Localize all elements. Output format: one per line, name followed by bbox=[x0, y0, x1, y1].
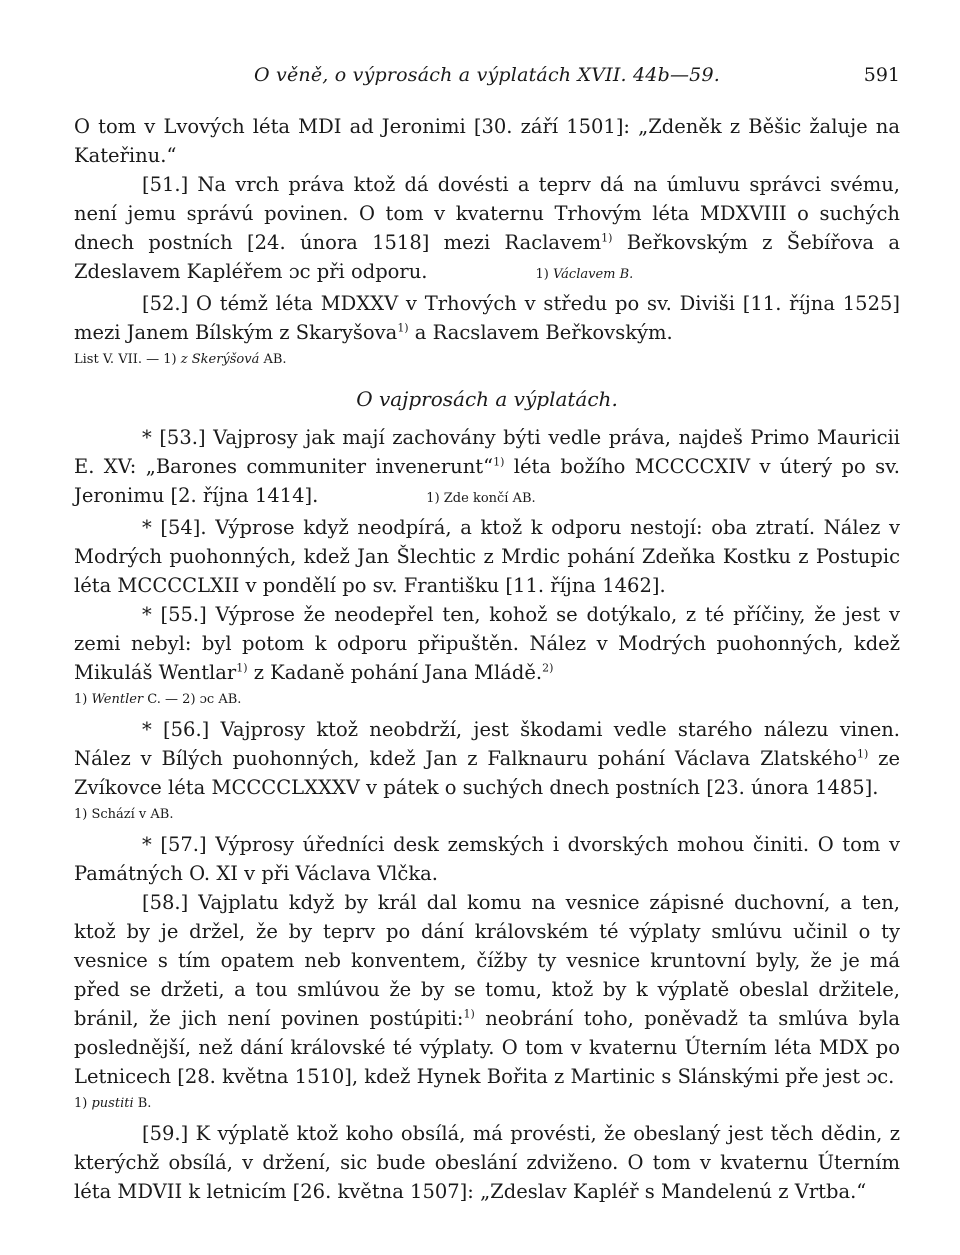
footnote-mark: 1) bbox=[857, 747, 869, 761]
footnote-mark: 1) bbox=[601, 231, 613, 245]
footnote-58: 1) pustiti B. bbox=[74, 1096, 152, 1111]
paragraph-57: * [57.] Výprosy úředníci desk zemských i dvorských mohou činiti. O tom v Památných O. XI v při Václava Vlčka. bbox=[74, 833, 900, 885]
footnote-52: List V. VII. — 1) z Skerýšová AB. bbox=[74, 352, 287, 367]
paragraph-59: [59.] K výplatě ktož koho obsílá, má provésti, že obeslaný jest těch dědin, z kterýchž obsílá, v držení, sic bude obeslání zdviženo. O tom v kvaternu Úterním léta MDVII k letnicím [26. května 1507]: „Zdeslav Kapléř s Mandelenú z Vrtba.“ bbox=[74, 1122, 900, 1203]
paragraph-55: * [55.] Výprose že neodepřel ten, kohož se dotýkalo, z té příčiny, že jest v zemi nebyl: byl potom k odporu připuštěn. Nález v Modrých puohonných, kdež Mikuláš Wentlar$^{1)}$ z Kadaně pohání Jana Mládě.$^{2)}$ bbox=[74, 603, 900, 684]
footnote-53: 1) Zde končí AB. bbox=[426, 491, 536, 506]
paragraph-58: [58.] Vajplatu když by král dal komu na vesnice zápisné duchovní, a ten, ktož by je držel, že by teprv po dání královském té výplaty smlúvu učinil o ty vesnice s tím opatem neb konventem, čížby ty vesnice kruntovní byly, že je má před se držeti, a tou smlúvou že by se tomu, ktož by k výplatě obeslal držitele, bránil, že jich není povinen postúpiti:$^{1)}$ neobrání toho, poněvadž ta smlúva byla poslednější, než dání královské té výplaty. O tom v kvaternu Úterním léta MDX po Letnicech [28. května 1510], kdež Hynek Bořita z Martinic s Slánskými pře jest ɔc. bbox=[74, 891, 900, 1088]
footnote-mark: 1) bbox=[463, 1007, 475, 1021]
paragraph-53: * [53.] Vajprosy jak mají zachovány býti vedle práva, najdeš Primo Mauricii E. XV: „Barones communiter invenerunt“$^{1)}$ léta božího MCCCCXIV v úterý po sv. Jeronimu [2. října 1414]. 1) Zde končí AB. bbox=[74, 423, 900, 513]
paragraph-56: * [56.] Vajprosy ktož neobdrží, jest škodami vedle starého nálezu vinen. Nález v Bílých puohonných, kdež Jan z Falknauru pohání Václava Zlatského$^{1)}$ ze Zvíkovce léta MCCCCLXXXV v pátek o suchých dnech postních [23. února 1485]. bbox=[74, 718, 900, 799]
paragraph-intro: O tom v Lvových léta MDI ad Jeronimi [30. září 1501]: „Zdeněk z Běšic žaluje na Kateřinu.“ bbox=[74, 115, 900, 167]
page-number: 591 bbox=[863, 64, 900, 86]
paragraph-51: [51.] Na vrch práva ktož dá dovésti a teprv dá na úmluvu správci svému, není jemu správú povinen. O tom v kvaternu Trhovým léta MDXVIII o suchých dnech postních [24. února 1518] mezi Raclavem$^{1)}$ Beřkovským z Šebířova a Zdeslavem Kapléřem ɔc při odporu. 1) Václavem B. bbox=[74, 170, 900, 289]
running-title: O věně, o výprosách a výplatách XVII. 44b—59. bbox=[254, 64, 720, 86]
footnote-mark: 1) bbox=[397, 321, 409, 335]
page-header bbox=[74, 64, 900, 94]
footnote-51: 1) Václavem B. bbox=[535, 267, 634, 282]
section-heading: O vajprosách a výplatách. bbox=[356, 387, 618, 411]
footnote-56: 1) Schází v AB. bbox=[74, 807, 174, 822]
footnote-mark: 1) bbox=[236, 661, 248, 675]
footnote-55: 1) Wentler C. — 2) ɔc AB. bbox=[74, 692, 242, 707]
footnote-mark: 1) bbox=[493, 455, 505, 469]
paragraph-52: [52.] O témž léta MDXXV v Trhových v středu po sv. Diviši [11. října 1525] mezi Janem Bílským z Skaryšova$^{1)}$ a Racslavem Beřkovským. bbox=[74, 292, 900, 344]
footnote-mark: 2) bbox=[542, 661, 554, 675]
page-body bbox=[74, 112, 900, 1206]
paragraph-54: * [54]. Výprose když neodpírá, a ktož k odporu nestojí: oba ztratí. Nález v Modrých puohonných, kdež Jan Šlechtic z Mrdic pohání Zdeňka Kostku z Postupic léta MCCCCLXII v pondělí po sv. Františku [11. října 1462]. bbox=[74, 516, 900, 597]
